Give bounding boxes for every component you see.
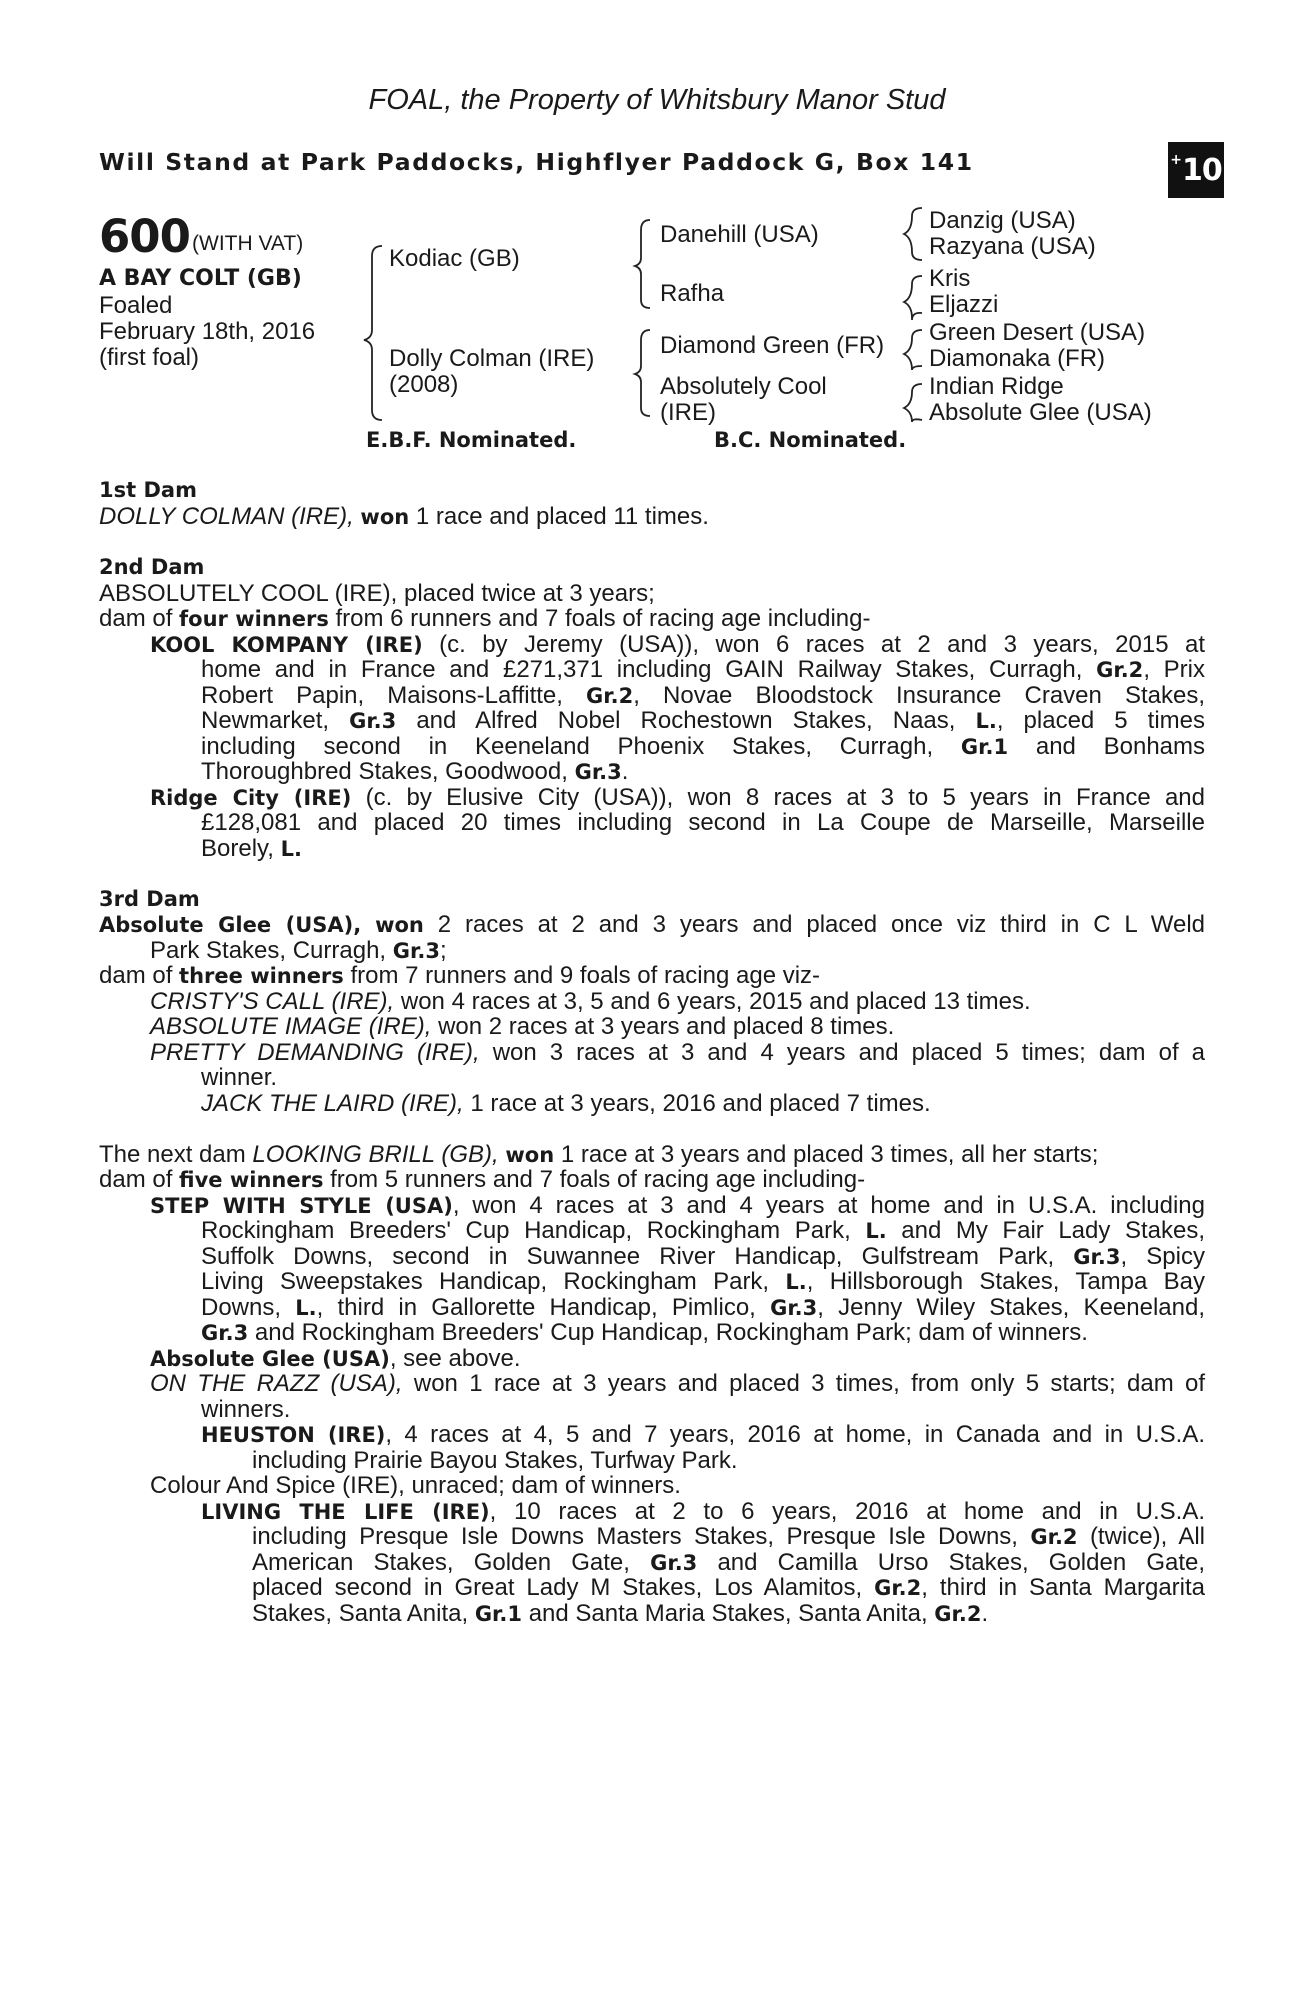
ltl-l2-b: (twice), All xyxy=(1089,1523,1205,1550)
td-produce-summary: from 7 runners and 9 foals of racing age viz- xyxy=(350,962,821,989)
third-dam-heading: 3rd Dam xyxy=(99,887,200,911)
step-with-style-line1 xyxy=(150,1193,1205,1220)
ltl-l5-b: and Santa Maria Stakes, Santa Anita, xyxy=(528,1600,928,1627)
ddd: Absolute Glee (USA) xyxy=(929,399,1152,426)
rc-l3-a: Borely, xyxy=(201,835,274,862)
ltl-l5-grade2: Gr.2 xyxy=(934,1602,982,1626)
dam-name: Dolly Colman (IRE) xyxy=(389,345,595,372)
first-dam-heading: 1st Dam xyxy=(99,478,197,502)
kool-kompany-line2 xyxy=(201,657,1205,684)
third-dam-line2 xyxy=(150,938,447,965)
ltl-l5-a: Stakes, Santa Anita, xyxy=(252,1600,469,1627)
living-the-life-line3 xyxy=(252,1550,1205,1577)
jack-the-laird-record: 1 race at 3 years, 2016 and placed 7 times. xyxy=(470,1090,931,1117)
cristys-call-record: won 4 races at 3, 5 and 6 years, 2015 and placed 13 times. xyxy=(400,988,1031,1015)
kool-kompany-line5 xyxy=(201,734,1205,761)
kool-kompany-line6 xyxy=(201,759,628,786)
sws-l3-grade: Gr.3 xyxy=(1073,1245,1121,1269)
pretty-demanding xyxy=(150,1040,1205,1066)
winners-count: four winners xyxy=(179,607,329,631)
first-dam-name: DOLLY COLMAN (IRE), xyxy=(99,503,354,530)
sws-l4-a: Living Sweepstakes Handicap, Rockingham Park, xyxy=(201,1268,770,1295)
kk-l6-a: Thoroughbred Stakes, Goodwood, xyxy=(201,758,568,785)
sws-l2-a: Rockingham Breeders' Cup Handicap, Rockingham Park, xyxy=(201,1217,851,1244)
step-with-style-line2 xyxy=(201,1218,1205,1245)
step-with-style-line3 xyxy=(201,1244,1205,1271)
dam-year: (2008) xyxy=(389,371,459,398)
badge-number: 10 xyxy=(1181,152,1222,188)
next-dam-produce xyxy=(99,1167,865,1194)
second-dam-heading: 2nd Dam xyxy=(99,555,205,579)
td-l2-grade: Gr.3 xyxy=(392,939,440,963)
pretty-demanding-line2: winner. xyxy=(201,1064,278,1091)
lot-name: A BAY COLT (GB) xyxy=(99,266,302,291)
ltl-l3-a: American Stakes, Golden Gate, xyxy=(252,1549,630,1576)
third-dam-line1 xyxy=(99,912,1205,939)
living-the-life-line1 xyxy=(201,1499,1205,1526)
dam-sire: Diamond Green (FR) xyxy=(660,332,885,359)
ebf-nominated: E.B.F. Nominated. xyxy=(366,428,577,452)
ridge-city-line3 xyxy=(201,836,302,863)
kool-kompany-line3 xyxy=(201,683,1205,710)
sws-name: STEP WITH STYLE (USA) xyxy=(150,1194,453,1218)
kk-l5-b: and Bonhams xyxy=(1035,733,1206,760)
ridge-city-line1 xyxy=(150,785,1205,812)
on-the-razz xyxy=(150,1371,1205,1397)
absolute-image-record: won 2 races at 3 years and placed 8 times. xyxy=(438,1013,895,1040)
kk-l4-listed: L. xyxy=(975,709,997,733)
dds: Indian Ridge xyxy=(929,373,1064,400)
nd-winners: five winners xyxy=(179,1168,324,1192)
sws-l5-b: , third in Gallorette Handicap, Pimlico, xyxy=(316,1294,756,1321)
kk-l2-grade: Gr.2 xyxy=(1096,658,1144,682)
td-l2-a: Park Stakes, Curragh, xyxy=(150,937,387,964)
kk-l4-c: , placed 5 times xyxy=(996,707,1206,734)
rc-l3-listed: L. xyxy=(280,837,302,861)
first-foal-note: (first foal) xyxy=(99,344,200,371)
cristys-call-name: CRISTY'S CALL (IRE), xyxy=(150,988,395,1015)
sws-l6-grade: Gr.3 xyxy=(201,1321,249,1345)
dam-dam: Absolutely Cool xyxy=(660,373,827,400)
pedigree-braces xyxy=(0,0,1314,440)
heuston-l1: , 4 races at 4, 5 and 7 years, 2016 at home, in Canada and in U.S.A. xyxy=(385,1421,1206,1448)
kool-kompany-name: KOOL KOMPANY (IRE) xyxy=(150,633,423,657)
absolute-image xyxy=(150,1014,894,1040)
ltl-l5-c: . xyxy=(981,1600,989,1627)
third-dam-won: won xyxy=(375,913,424,937)
kk-l4-a: Newmarket, xyxy=(201,707,330,734)
td-winners: three winners xyxy=(179,964,344,988)
kk-l3-grade: Gr.2 xyxy=(586,684,634,708)
ridge-city-text1: (c. by Elusive City (USA)), won 8 races at 3 to 5 years in France and xyxy=(365,784,1205,811)
dam-of-label: dam of xyxy=(99,605,173,632)
sws-l3-a: Suffolk Downs, second in Suwannee River Handicap, Gulfstream Park, xyxy=(201,1243,1055,1270)
dam-dam-origin: (IRE) xyxy=(660,399,716,426)
ag-rest: , see above. xyxy=(389,1345,521,1372)
heuston-name: HEUSTON (IRE) xyxy=(201,1423,386,1447)
living-the-life-line2 xyxy=(252,1524,1205,1551)
step-with-style-line5 xyxy=(201,1295,1205,1322)
jack-the-laird-name: JACK THE LAIRD (IRE), xyxy=(201,1090,464,1117)
living-the-life-line4 xyxy=(252,1575,1205,1602)
sws-l6-b: and Rockingham Breeders' Cup Handicap, Rockingham Park; dam of winners. xyxy=(254,1319,1088,1346)
sws-l1: , won 4 races at 3 and 4 years at home and in U.S.A. including xyxy=(452,1192,1205,1219)
ltl-l4-b: , third in Santa Margarita xyxy=(921,1574,1206,1601)
absolute-image-name: ABSOLUTE IMAGE (IRE), xyxy=(150,1013,432,1040)
ltl-l4-a: placed second in Great Lady M Stakes, Los Alamitos, xyxy=(252,1574,863,1601)
stand-location: Will Stand at Park Paddocks, Highflyer Paddock G, Box 141 xyxy=(99,148,974,176)
bc-nominated: B.C. Nominated. xyxy=(714,428,907,452)
sdd: Eljazzi xyxy=(929,291,999,318)
kool-kompany-line4 xyxy=(201,708,1205,735)
sire: Kodiac (GB) xyxy=(389,245,520,272)
jack-the-laird xyxy=(201,1091,931,1117)
dsd: Diamonaka (FR) xyxy=(929,345,1106,372)
heuston-line1 xyxy=(201,1422,1205,1449)
ltl-l3-grade: Gr.3 xyxy=(650,1551,698,1575)
kk-l6-grade: Gr.3 xyxy=(574,760,622,784)
otr-name: ON THE RAZZ (USA), xyxy=(150,1370,403,1397)
sire-dam: Rafha xyxy=(660,280,725,307)
living-the-life-line5 xyxy=(252,1601,988,1628)
nd-produce-summary: from 5 runners and 7 foals of racing age including- xyxy=(330,1166,866,1193)
ltl-l4-grade: Gr.2 xyxy=(874,1576,922,1600)
ltl-l2-grade: Gr.2 xyxy=(1030,1525,1078,1549)
kk-l4-grade: Gr.3 xyxy=(349,709,397,733)
sws-l5-grade: Gr.3 xyxy=(770,1296,818,1320)
heuston-line2: including Prairie Bayou Stakes, Turfway Park. xyxy=(252,1447,738,1474)
cristys-call xyxy=(150,989,1031,1015)
third-dam-produce xyxy=(99,963,820,990)
catalogue-header-title: FOAL, the Property of Whitsbury Manor Stud xyxy=(368,84,946,116)
absolute-glee-ref xyxy=(150,1346,521,1373)
ridge-city-line2: £128,081 and placed 20 times including second in La Coupe de Marseille, Marseille xyxy=(201,809,1205,836)
ltl-l5-grade: Gr.1 xyxy=(474,1602,523,1626)
ssd: Razyana (USA) xyxy=(929,233,1096,260)
kk-l4-b: and Alfred Nobel Rochestown Stakes, Naas, xyxy=(416,707,956,734)
nd-intro: The next dam xyxy=(99,1141,246,1168)
kk-l2-end: , Prix xyxy=(1143,656,1206,683)
third-dam-name: Absolute Glee (USA), xyxy=(99,913,362,937)
nd-record: 1 race at 3 years and placed 3 times, all her starts; xyxy=(560,1141,1099,1168)
produce-summary: from 6 runners and 7 foals of racing age including- xyxy=(335,605,871,632)
second-dam-name: ABSOLUTELY COOL (IRE), placed twice at 3 years; xyxy=(99,580,655,607)
pretty-demanding-record: won 3 races at 3 and 4 years and placed 5 times; dam of a xyxy=(492,1039,1205,1066)
sws-l5-c: , Jenny Wiley Stakes, Keeneland, xyxy=(817,1294,1205,1321)
nd-dam-of: dam of xyxy=(99,1166,173,1193)
kool-kompany-line1 xyxy=(150,632,1205,659)
ltl-name: LIVING THE LIFE (IRE) xyxy=(201,1500,490,1524)
third-dam-text1: 2 races at 2 and 3 years and placed once viz third in C L Weld xyxy=(437,911,1206,938)
sws-l2-listed: L. xyxy=(865,1219,887,1243)
next-dam-line1 xyxy=(99,1142,1098,1169)
second-dam-produce xyxy=(99,606,870,633)
td-dam-of: dam of xyxy=(99,962,173,989)
sws-l5-listed: L. xyxy=(295,1296,317,1320)
nd-name: LOOKING BRILL (GB), xyxy=(252,1141,499,1168)
ltl-l1: , 10 races at 2 to 6 years, 2016 at home and in U.S.A. xyxy=(489,1498,1205,1525)
sws-l4-b: , Hillsborough Stakes, Tampa Bay xyxy=(806,1268,1206,1295)
colour-and-spice: Colour And Spice (IRE), unraced; dam of winners. xyxy=(150,1472,681,1499)
otr-record: won 1 race at 3 years and placed 3 times, from only 5 starts; dam of xyxy=(413,1370,1205,1397)
ltl-l2-a: including Presque Isle Downs Masters Stakes, Presque Isle Downs, xyxy=(252,1523,1018,1550)
first-dam-line xyxy=(99,504,709,531)
ltl-l3-b: and Camilla Urso Stakes, Golden Gate, xyxy=(717,1549,1206,1576)
sws-l5-a: Downs, xyxy=(201,1294,282,1321)
sds: Kris xyxy=(929,265,971,292)
step-with-style-line6 xyxy=(201,1320,1088,1347)
sws-l3-b: , Spicy xyxy=(1120,1243,1205,1270)
foaled-label: Foaled xyxy=(99,292,173,319)
ag-name: Absolute Glee (USA) xyxy=(150,1347,390,1371)
sws-l4-listed: L. xyxy=(785,1270,807,1294)
td-l2-b: ; xyxy=(439,937,447,964)
kk-l3-b: , Novae Bloodstock Insurance Craven Stakes, xyxy=(633,682,1206,709)
sss: Danzig (USA) xyxy=(929,207,1076,234)
on-the-razz-line2: winners. xyxy=(201,1396,291,1423)
step-with-style-line4 xyxy=(201,1269,1205,1296)
foaled-date: February 18th, 2016 xyxy=(99,318,316,345)
kk-l2-text: home and in France and £271,371 including GAIN Railway Stakes, Curragh, xyxy=(201,656,1083,683)
sire-sire: Danehill (USA) xyxy=(660,221,819,248)
kk-l5-a: including second in Keeneland Phoenix Stakes, Curragh, xyxy=(201,733,934,760)
pretty-demanding-name: PRETTY DEMANDING (IRE), xyxy=(150,1039,480,1066)
first-dam-won: won xyxy=(360,505,410,529)
ridge-city-name: Ridge City (IRE) xyxy=(150,786,352,810)
lot-number: 600 xyxy=(99,210,190,263)
kk-l5-grade: Gr.1 xyxy=(960,735,1009,759)
badge-plus: + xyxy=(1170,152,1181,168)
first-dam-record: 1 race and placed 11 times. xyxy=(415,503,709,530)
vat-note: (WITH VAT) xyxy=(192,232,304,255)
dss: Green Desert (USA) xyxy=(929,319,1146,346)
nd-won: won xyxy=(505,1143,555,1167)
kool-kompany-text1: (c. by Jeremy (USA)), won 6 races at 2 and 3 years, 2015 at xyxy=(439,631,1205,658)
kk-l3-a: Robert Papin, Maisons-Laffitte, xyxy=(201,682,563,709)
sws-l2-b: and My Fair Lady Stakes, xyxy=(901,1217,1205,1244)
kk-l6-b: . xyxy=(621,758,629,785)
